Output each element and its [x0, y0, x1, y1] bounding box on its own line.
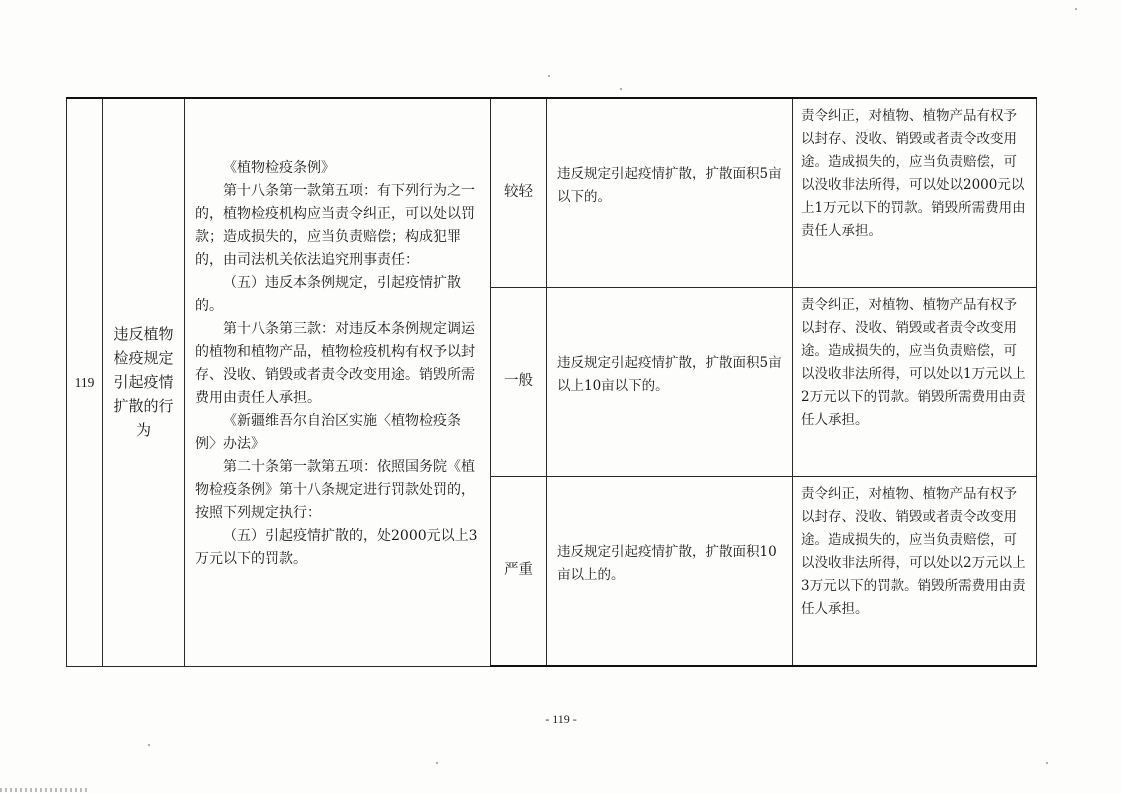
behavior-cell [103, 98, 185, 666]
circumstance-cell [547, 287, 793, 476]
violation-behavior: 违反植物检疫规定引起疫情扩散的行为 [113, 325, 174, 440]
circumstance-text: 违反规定引起疫情扩散，扩散面积5亩以上10亩以下的。 [557, 354, 782, 394]
circumstance-text: 违反规定引起疫情扩散，扩散面积5亩以下的。 [557, 166, 782, 205]
penalty-standard-text: 责令纠正，对植物、植物产品有权予以封存、没收、销毁或者责令改变用途。造成损失的，应当负责赔偿，可以没收非法所得，可以处以1万元以上2万元以下的罚款。销毁所需费用由责任人承担。 [801, 296, 1026, 428]
level-cell [491, 98, 547, 287]
circumstance-cell [547, 476, 793, 666]
row-number: 119 [74, 374, 95, 390]
row-number-cell [67, 98, 103, 666]
standard-cell [793, 476, 1037, 666]
level-cell [491, 287, 547, 476]
legal-basis-cell [185, 98, 491, 666]
scan-speck [1046, 762, 1048, 764]
circumstance-text: 违反规定引起疫情扩散，扩散面积10亩以上的。 [557, 543, 777, 583]
scan-speck [148, 744, 150, 746]
discretion-level: 一般 [504, 373, 533, 389]
basis-paragraph: （五）引起疫情扩散的，处2000元以上3万元以下的罚款。 [195, 528, 478, 567]
basis-paragraph: 第十八条第一款第五项：有下列行为之一的，植物检疫机构应当责令纠正，可以处以罚款；造成损失的，应当负责赔偿；构成犯罪的，由司法机关依法追究刑事责任： [195, 183, 475, 268]
penalty-standard-text: 责令纠正，对植物、植物产品有权予以封存、没收、销毁或者责令改变用途。造成损失的，应当负责赔偿，可以没收非法所得，可以处以2000元以上1万元以下的罚款。销毁所需费用由责任人承担。 [801, 108, 1026, 239]
basis-paragraph: （五）违反本条例规定，引起疫情扩散的。 [195, 275, 461, 314]
basis-paragraph: 《植物检疫条例》 [223, 160, 335, 176]
legal-basis-text [195, 157, 480, 571]
standard-cell [793, 287, 1037, 476]
penalty-standard-text: 责令纠正，对植物、植物产品有权予以封存、没收、销毁或者责令改变用途。造成损失的，应当负责赔偿，可以没收非法所得，可以处以2万元以上3万元以下的罚款。销毁所需费用由责任人承担。 [801, 485, 1026, 617]
basis-paragraph: 第二十条第一款第五项：依照国务院《植物检疫条例》第十八条规定进行罚款处罚的，按照下列规定执行： [195, 459, 475, 521]
page-number: - 119 - [545, 712, 577, 726]
discretion-level: 严重 [504, 562, 533, 579]
standard-cell [793, 98, 1037, 287]
scan-speck [1075, 8, 1077, 10]
basis-paragraph: 第十八条第三款：对违反本条例规定调运的植物和植物产品，植物检疫机构有权予以封存、没收、销毁或者责令改变用途。销毁所需费用由责任人承担。 [195, 321, 475, 406]
circumstance-cell [547, 98, 793, 287]
scan-edge-artifact [0, 788, 90, 792]
scan-speck [548, 75, 550, 77]
basis-paragraph: 《新疆维吾尔自治区实施〈植物检疫条例〉办法》 [195, 413, 461, 452]
discretion-level: 较轻 [504, 184, 533, 201]
level-cell [491, 476, 547, 666]
table-row-level-1 [67, 98, 1037, 287]
scan-speck [436, 762, 438, 764]
scan-speck [620, 88, 622, 90]
penalty-standard-table [66, 97, 1037, 667]
